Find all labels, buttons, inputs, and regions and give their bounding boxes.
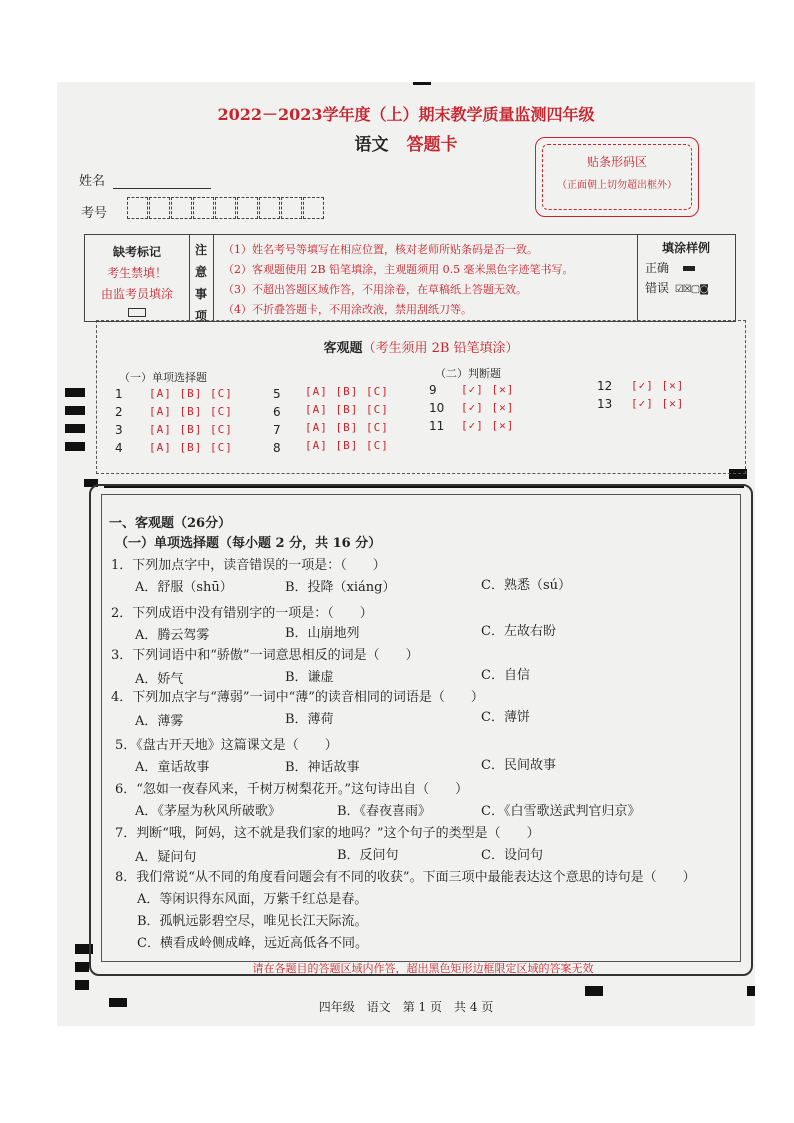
option-b: B．《春夜喜雨》 <box>337 804 432 819</box>
question-text: 3．下列词语中和“骄傲”一词意思相反的词是（ ） <box>111 648 419 663</box>
option-c: C．自信 <box>481 668 530 683</box>
mc-option-row[interactable]: [A] [B] [C] <box>149 405 233 418</box>
registration-mark <box>75 962 89 972</box>
question-text: 5．《盘古开天地》这篇课文是（ ） <box>115 738 338 753</box>
name-field[interactable] <box>113 187 211 189</box>
notice-item: （3）不超出答题区域作答，不用涂卷，在草稿纸上答题无效。 <box>223 283 527 296</box>
notice-label: 注 意 事 项 <box>189 235 214 321</box>
absent-mark-box[interactable] <box>128 308 146 317</box>
barcode-area <box>535 137 699 217</box>
tf-option-row[interactable]: [✓] [✕] <box>461 401 515 414</box>
option-c: C．民间故事 <box>481 758 556 773</box>
option-b: B．孤帆远影碧空尽，唯见长江天际流。 <box>137 914 368 929</box>
sample-correct: 正确 <box>645 259 695 276</box>
objective-fill-area: 客观题（考生须用 2B 铅笔填涂） （一）单项选择题 （二）判断题 1 [A] [B] [C] 2 [A] [B] [C] 3 [A] [B] [C] 4 [A] [B] [C] 5 [A] [B] [C] 6 [A] [B] [C] 7 [A] [B] [C] 8 [A] [B] [C] 9 [✓] [✕] 10 [✓] [✕] 11 [✓] [✕] 12 [✓] [✕] 13 [✓] [✕] <box>96 320 746 474</box>
answer-area-warning: 请在各题目的答题区域内作答，超出黑色矩形边框限定区域的答案无效 <box>252 962 594 975</box>
registration-mark <box>65 406 85 415</box>
question-text: 8．我们常说“从不同的角度看问题会有不同的收获”。下面三项中最能表达这个意思的诗句是（ ） <box>115 870 696 885</box>
option-a: A．等闲识得东风面，万紫千红总是春。 <box>137 892 368 907</box>
mc-option-row[interactable]: [A] [B] [C] <box>149 387 233 400</box>
tf-option-row[interactable]: [✓] [✕] <box>631 379 685 392</box>
absent-cell <box>85 235 190 321</box>
notice-table <box>84 234 736 322</box>
registration-mark <box>65 424 85 433</box>
wrong-marks-icon: ☑☒▢◙ <box>674 284 708 295</box>
fill-sample <box>637 235 735 321</box>
question-text: 4．下列加点字与“薄弱”一词中“薄”的读音相同的词语是（ ） <box>111 690 484 705</box>
answer-sheet <box>57 82 755 1026</box>
option-b: B．神话故事 <box>285 760 360 775</box>
mc-option-row[interactable]: [A] [B] [C] <box>305 385 389 398</box>
question-text: 1．下列加点字中，读音错误的一项是：（ ） <box>111 558 386 573</box>
page-footer: 四年级 语文 第 1 页 共 4 页 <box>318 1000 494 1014</box>
mc-option-row[interactable]: [A] [B] [C] <box>149 423 233 436</box>
card-label: 答题卡 <box>406 135 458 155</box>
question-text: 6．“忽如一夜春风来，千树万树梨花开。”这句诗出自（ ） <box>115 782 469 797</box>
barcode-hint: （正面朝上切勿超出框外） <box>557 180 677 191</box>
mc-option-row[interactable]: [A] [B] [C] <box>305 439 389 452</box>
registration-mark <box>413 82 431 85</box>
option-c: C．薄饼 <box>481 710 530 725</box>
barcode-label: 贴条形码区 <box>586 155 647 169</box>
notice-items <box>213 235 638 321</box>
mc-section-label: （一）单项选择题 <box>119 371 207 384</box>
absent-line2: 由监考员填涂 <box>100 287 173 301</box>
filled-mark-icon <box>683 266 695 271</box>
option-b: B．山崩地列 <box>285 626 360 641</box>
sample-title: 填涂样例 <box>661 241 710 255</box>
exam-title: 2022－2023学年度（上）期末教学质量监测四年级 <box>217 105 595 124</box>
option-a: A．薄雾 <box>135 714 184 729</box>
option-a: A．《茅屋为秋风所破歌》 <box>135 804 281 819</box>
registration-mark <box>585 986 603 996</box>
id-label: 考号 <box>81 206 108 221</box>
option-a: A．疑问句 <box>135 850 197 865</box>
option-a: A．娇气 <box>135 672 184 687</box>
option-b: B．反问句 <box>337 848 399 863</box>
section-heading: 一、客观题（26分） <box>109 516 232 531</box>
option-b: B．投降（xiáng） <box>285 580 396 595</box>
option-a: A．舒服（shū） <box>135 580 233 595</box>
notice-item: （4）不折叠答题卡，不用涂改液，禁用刮纸刀等。 <box>223 303 472 316</box>
sample-wrong: 错误 ☑☒▢◙ <box>645 281 708 295</box>
tf-option-row[interactable]: [✓] [✕] <box>631 397 685 410</box>
registration-mark <box>65 388 85 397</box>
tf-option-row[interactable]: [✓] [✕] <box>461 383 515 396</box>
objective-title: 客观题（考生须用 2B 铅笔填涂） <box>323 341 519 356</box>
name-label: 姓名 <box>79 174 106 189</box>
option-c: C．《白雪歌送武判官归京》 <box>481 804 641 819</box>
subsection-heading: （一）单项选择题（每小题 2 分，共 16 分） <box>115 536 382 551</box>
notice-item: （2）客观题使用 2B 铅笔填涂，主观题须用 0.5 毫米黑色字迹笔书写。 <box>223 263 574 276</box>
question-text: 2．下列成语中没有错别字的一项是：（ ） <box>111 606 373 621</box>
option-b: B．薄荷 <box>285 712 334 727</box>
option-b: B．谦虚 <box>285 670 334 685</box>
option-a: A．童话故事 <box>135 760 210 775</box>
option-c: C．熟悉（sú） <box>481 578 571 593</box>
mc-option-row[interactable]: [A] [B] [C] <box>305 403 389 416</box>
notice-item: （1）姓名考号等填写在相应位置，核对老师所贴条码是否一致。 <box>223 243 538 256</box>
mc-option-row[interactable]: [A] [B] [C] <box>149 441 233 454</box>
registration-mark <box>747 986 755 996</box>
absent-line1: 考生禁填！ <box>106 266 167 280</box>
mc-option-row[interactable]: [A] [B] [C] <box>305 421 389 434</box>
option-c: C．设问句 <box>481 848 543 863</box>
registration-mark <box>75 980 89 990</box>
option-c: C．横看成岭侧成峰，远近高低各不同。 <box>137 936 368 951</box>
answer-area <box>89 484 753 976</box>
absent-title: 缺考标记 <box>112 245 161 259</box>
option-a: A．腾云驾雾 <box>135 628 210 643</box>
tf-section-label: （二）判断题 <box>435 367 501 380</box>
registration-mark <box>65 442 85 451</box>
subject-label: 语文 <box>354 135 389 155</box>
question-text: 7．判断“哦，阿妈，这不就是我们家的地吗？”这个句子的类型是（ ） <box>115 826 540 841</box>
tf-option-row[interactable]: [✓] [✕] <box>461 419 515 432</box>
option-c: C．左故右盼 <box>481 624 556 639</box>
